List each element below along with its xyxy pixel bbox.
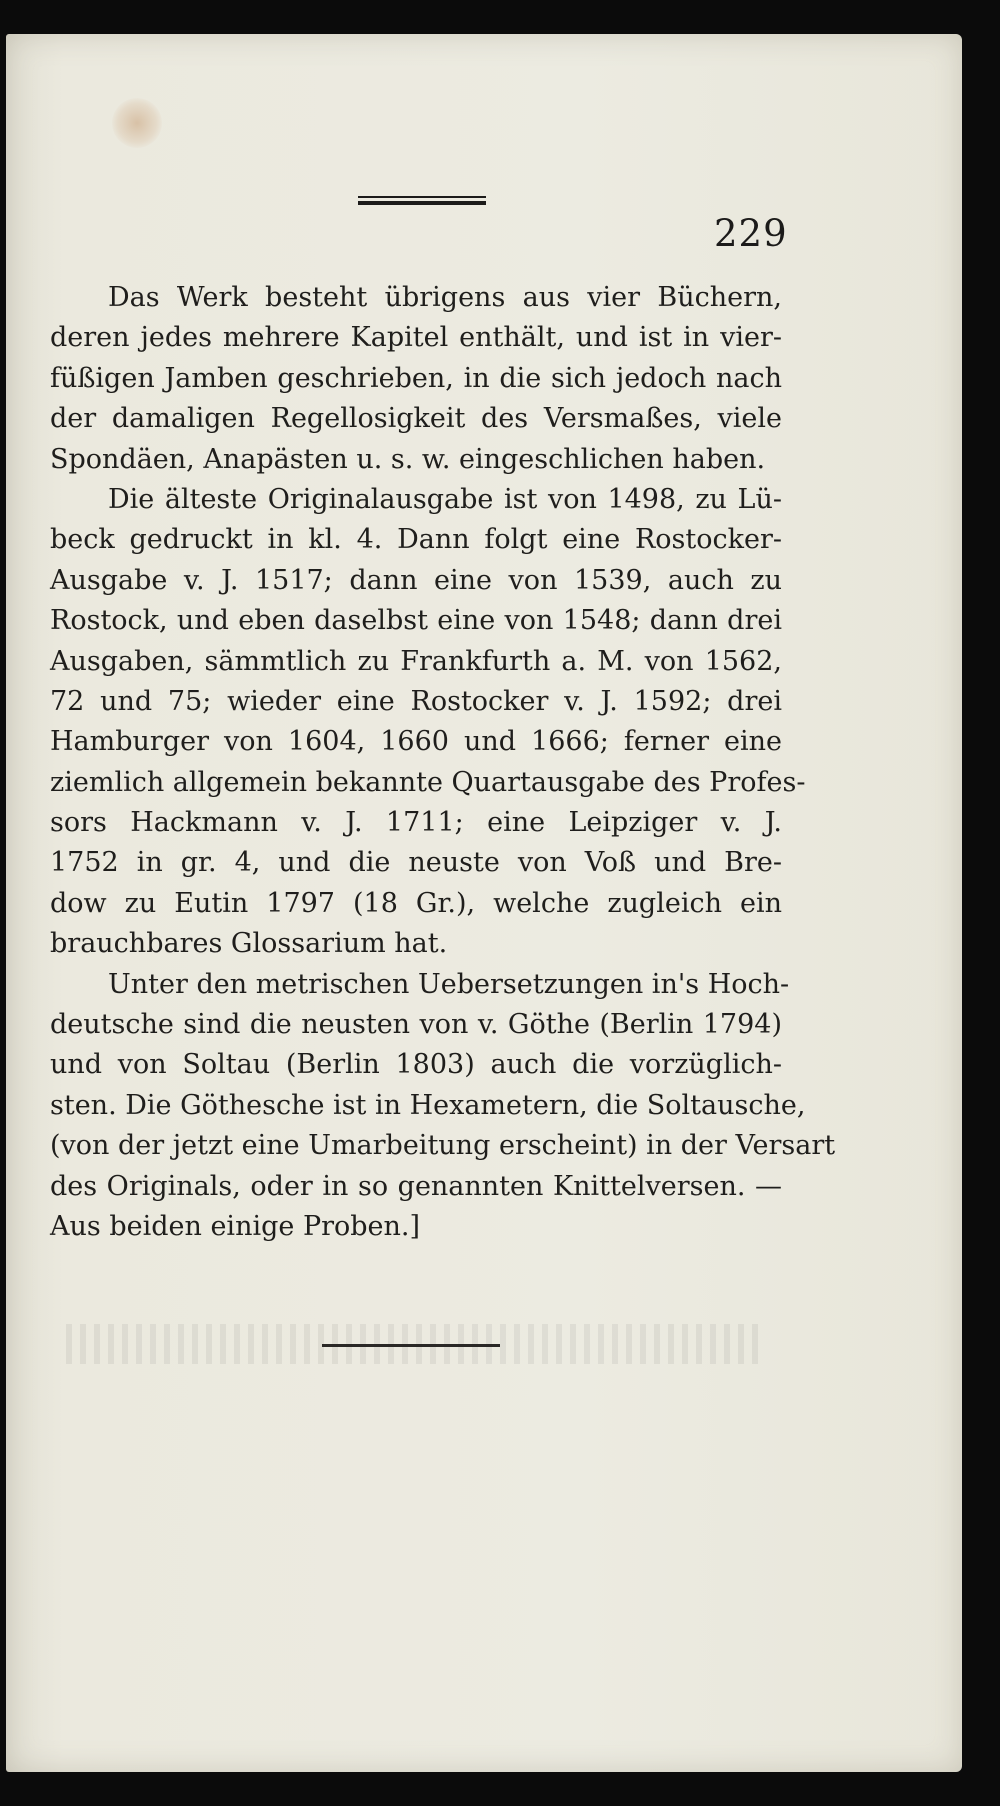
- header-double-rule: [358, 196, 486, 208]
- text-line: dow zu Eutin 1797 (18 Gr.), welche zugleich ein: [50, 887, 782, 919]
- text-line: sors Hackmann v. J. 1711; eine Leipziger v. J.: [50, 807, 782, 839]
- text-line: beck gedruckt in kl. 4. Dann folgt eine Rostocker-: [50, 524, 782, 556]
- text-line: und von Soltau (Berlin 1803) auch die vorzüglich-: [50, 1049, 782, 1081]
- text-line: Spondäen, Anapästen u. s. w. eingeschlichen haben.: [50, 443, 766, 475]
- text-line: der damaligen Regellosigkeit des Versmaßes, viele: [50, 403, 782, 435]
- text-line: Ausgaben, sämmtlich zu Frankfurth a. M. von 1562,: [50, 645, 782, 677]
- text-line: ziemlich allgemein bekannte Quartausgabe des Profes-: [50, 766, 806, 798]
- book-page: [6, 34, 962, 1772]
- text-line: des Originals, oder in so genannten Knittelversen. —: [50, 1170, 782, 1202]
- text-line: füßigen Jamben geschrieben, in die sich jedoch nach: [50, 362, 782, 394]
- text-line: Die älteste Originalausgabe ist von 1498, zu Lü-: [108, 483, 782, 515]
- text-line: Das Werk besteht übrigens aus vier Büchern,: [108, 282, 782, 313]
- text-line: (von der jetzt eine Umarbeitung erscheint) in der Versart: [50, 1130, 836, 1162]
- closing-rule: [322, 1344, 500, 1347]
- text-line: Ausgabe v. J. 1517; dann eine von 1539, auch zu: [50, 564, 782, 596]
- text-line: 1752 in gr. 4, und die neuste von Voß und Bre-: [50, 847, 782, 879]
- text-line: Unter den metrischen Uebersetzungen in's Hoch-: [108, 968, 790, 1000]
- text-line: Hamburger von 1604, 1660 und 1666; ferner eine: [50, 726, 782, 758]
- text-line: brauchbares Glossarium hat.: [50, 928, 448, 960]
- text-line: deren jedes mehrere Kapitel enthält, und ist in vier-: [50, 322, 782, 354]
- text-line: Aus beiden einige Proben.]: [50, 1210, 421, 1242]
- text-line: Rostock, und eben daselbst eine von 1548; dann drei: [50, 605, 782, 637]
- page-number: 229: [714, 212, 788, 255]
- text-line: deutsche sind die neusten von v. Göthe (Berlin 1794): [50, 1009, 782, 1041]
- text-line: 72 und 75; wieder eine Rostocker v. J. 1592; drei: [50, 685, 782, 717]
- body-text: [50, 278, 836, 1247]
- page-header: [6, 34, 962, 274]
- text-line: sten. Die Göthesche ist in Hexametern, die Soltausche,: [50, 1089, 806, 1121]
